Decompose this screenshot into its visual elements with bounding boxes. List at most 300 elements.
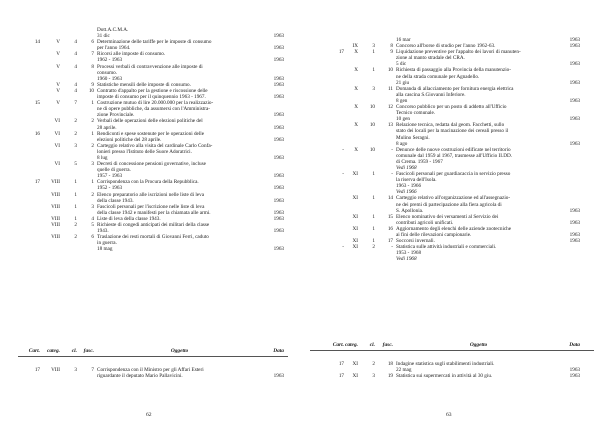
- entry-subject-line: 1952 - 1963: [97, 185, 123, 192]
- catalog-entry: [0, 64, 300, 82]
- entry-subject-line: imposte di consumo per il quinquennio 1963 - 1967.: [97, 94, 206, 101]
- entry-fascicle: 7: [91, 51, 94, 58]
- catalog-entry: [300, 244, 600, 262]
- entry-class: 5: [74, 161, 77, 168]
- entry-fascicle: 6: [91, 234, 94, 241]
- entry-fascicle: 2: [91, 142, 94, 149]
- page-number: 63: [446, 412, 452, 418]
- entry-subject: [393, 244, 561, 262]
- entry-subject-line: 31 dic: [97, 33, 110, 40]
- entry-subject-line: Vedi 1968: [396, 256, 417, 263]
- entry-categ: XI: [352, 238, 358, 245]
- entry-categ: VI: [54, 161, 60, 168]
- entry-fascicle: 1: [91, 130, 94, 137]
- header-categ: categ.: [344, 342, 358, 348]
- entry-fascicle: 3: [91, 161, 94, 168]
- entry-class: 2: [74, 222, 77, 228]
- catalog-entry: [0, 222, 300, 234]
- entry-cart: -: [342, 244, 344, 251]
- catalog-entry: [0, 192, 300, 204]
- entry-categ: VI: [54, 118, 60, 125]
- entry-categ: VIII: [51, 234, 60, 241]
- entry-subject-line: Fascicoli personali per guardiacaccia in servizio presso: [396, 171, 511, 178]
- entry-year: 1963: [273, 373, 284, 380]
- entry-categ: V: [56, 100, 60, 107]
- entry-subject-line: per l'anno 1964.: [97, 45, 131, 52]
- entry-subject-line: Vedi 1966: [396, 189, 417, 196]
- entry-year: 1963: [273, 154, 284, 161]
- entry-class: 2: [372, 244, 375, 251]
- entry-subject: [94, 131, 262, 143]
- catalog-entry: [300, 147, 600, 171]
- header-cl: cl.: [369, 342, 375, 348]
- entry-subject-line: Decreti di concessione pensioni governative, incluse: [97, 161, 206, 168]
- entry-subject-line: zione al manto stradale del CRA.: [396, 55, 465, 62]
- entry-subject-line: Concorso all'borse di studio per l'anno 1962-63.: [396, 43, 496, 50]
- entry-year: 1963: [569, 79, 580, 86]
- entry-year: 1963: [273, 75, 284, 82]
- entry-year: 1963: [273, 112, 284, 119]
- entry-subject-line: alla cascina S.Giovanni Inferiore.: [396, 91, 466, 98]
- entry-year: 1963: [569, 97, 580, 104]
- header-categ: categ.: [46, 348, 60, 354]
- entry-subject-line: 1960 - 1963: [97, 75, 123, 82]
- entry-subject-line: comunale dal 1959 al 1967, trasmesse all'Ufficio II.DD.: [396, 152, 513, 159]
- entry-subject-line: Ricorsi alle imposte di consumo.: [97, 51, 166, 58]
- entry-cart: -: [342, 171, 344, 178]
- entry-class: 3: [74, 142, 77, 149]
- entry-subject: [94, 179, 262, 191]
- header-cart: Cart.: [28, 348, 40, 354]
- right-catalog-list: [300, 37, 600, 262]
- entry-year: 1963: [569, 238, 580, 245]
- column-header-row: [0, 348, 300, 354]
- left-after-header-list: [0, 367, 300, 379]
- entry-subject-line: Fascicoli personali per l'iscrizione nelle liste di leva: [97, 203, 205, 210]
- entry-subject-line: ai fini delle rilevazioni campionarie.: [396, 232, 472, 239]
- entry-class: 1: [372, 225, 375, 232]
- catalog-entry: [0, 51, 300, 63]
- header-fasc: fasc.: [382, 342, 393, 348]
- entry-subject: [393, 147, 561, 171]
- entry-subject-line: Liste di leva della classe 1943.: [97, 215, 161, 222]
- entry-categ: X: [354, 85, 358, 92]
- entry-subject-line: quelle di guerra.: [97, 167, 131, 174]
- entry-year: [561, 171, 580, 189]
- entry-subject-line: Domanda di allacciamento per fornitura energia elettrica: [396, 85, 514, 92]
- entry-subject-line: zione Provinciale.: [97, 112, 135, 119]
- entry-subject-line: Aggiornamento degli elenchi delle aziende zootecniche: [396, 225, 512, 232]
- entry-subject-line: stato dei locali per la macinazione dei cereali presso il: [396, 128, 509, 135]
- entry-year: 1963: [273, 124, 284, 131]
- entry-categ: V: [56, 63, 60, 70]
- entry-subject-line: Dott.A.C.M.A.: [97, 27, 129, 33]
- catalog-entry: [0, 204, 300, 216]
- entry-categ: X: [354, 146, 358, 153]
- entry-categ: XI: [352, 373, 358, 380]
- entry-subject-line: 1962 - 1963: [97, 57, 123, 64]
- entry-categ: X: [354, 104, 358, 111]
- entry-year: 1963: [569, 207, 580, 214]
- entry-fascicle: 2: [91, 118, 94, 125]
- entry-categ: V: [56, 87, 60, 94]
- entry-subject: [393, 226, 561, 238]
- entry-fascicle: -: [391, 171, 393, 178]
- entry-year: 1963: [569, 219, 580, 226]
- entry-subject: [94, 118, 262, 130]
- entry-fascicle: 2: [91, 191, 94, 198]
- catalog-entry: [300, 171, 600, 195]
- entry-fascicle: 9: [390, 49, 393, 56]
- entry-subject-line: Carteggio relativo alla visita del cardinale Carlo Confa-: [97, 142, 213, 149]
- entry-categ: VIII: [51, 222, 60, 228]
- catalog-entry: [300, 49, 600, 67]
- entry-class: 2: [74, 130, 77, 137]
- entry-class: 2: [372, 361, 375, 367]
- entry-subject: [94, 204, 262, 216]
- entry-class: 3: [372, 373, 375, 380]
- entry-subject-line: della classe 1943.: [97, 197, 134, 204]
- right-page: [300, 0, 600, 424]
- entry-subject: [94, 100, 262, 118]
- entry-subject-line: riguardante il deputato Mario Pallavicini.: [97, 373, 183, 380]
- entry-subject-line: Elenco preparatorio alle iscrizioni nelle liste di leva: [97, 191, 205, 198]
- entry-class: 4: [74, 81, 77, 88]
- entry-fascicle: 10: [387, 67, 393, 74]
- entry-subject-line: 5 dic: [396, 61, 407, 68]
- entry-year: 1963: [273, 197, 284, 204]
- entry-subject: [94, 367, 262, 379]
- entry-categ: VI: [54, 142, 60, 149]
- entry-subject-line: consumo.: [97, 69, 118, 76]
- entry-year: 1963: [273, 81, 284, 88]
- entry-year: [561, 147, 580, 165]
- entry-categ: X: [354, 49, 358, 56]
- entry-year: 1963: [273, 57, 284, 64]
- entry-subject-line: Denunce delle nuove costruzioni edificate nel territorio: [396, 146, 511, 153]
- header-cl: cl.: [71, 348, 77, 354]
- entry-subject-line: Verbali delle operazioni delle elezioni politiche del: [97, 118, 203, 125]
- entry-subject-line: Soccorsi invernali.: [396, 238, 435, 245]
- entry-subject-line: Rendiconti e spese sostenute per le operazioni delle: [97, 130, 205, 137]
- page-number: 62: [146, 412, 152, 418]
- entry-fascicle: 8: [390, 43, 393, 50]
- entry-subject: [393, 49, 561, 67]
- entry-categ: XI: [352, 195, 358, 202]
- entry-subject-line: Contratto d'appalto per la gestione e riscossione delle: [97, 87, 208, 94]
- right-after-header-list: [300, 361, 600, 379]
- entry-year: 1963: [569, 232, 580, 239]
- entry-year: 1963: [569, 43, 580, 50]
- entry-fascicle: 1: [91, 100, 94, 107]
- catalog-entry: [300, 122, 600, 146]
- right-column-header: [300, 342, 600, 351]
- entry-subject-line: ne di opere pubbliche, da assumersi con l'Amministra-: [97, 106, 211, 113]
- entry-year: 1963: [273, 246, 284, 253]
- entry-subject-line: Processi verbali di contravvenzione alle imposte di: [97, 63, 203, 70]
- entry-class: 3: [74, 367, 77, 373]
- entry-subject-line: ne dei premi di partecipazione alla fiera agricola di: [396, 201, 502, 208]
- entry-fascicle: 8: [91, 63, 94, 70]
- entry-class: 10: [369, 104, 375, 111]
- catalog-entry: [0, 143, 300, 161]
- header-rule: [18, 356, 288, 357]
- entry-subject-line: elezioni politiche del 28 aprile.: [97, 136, 162, 143]
- entry-year: 1963: [569, 367, 580, 374]
- entry-class: 1: [372, 171, 375, 178]
- entry-fascicle: 19: [387, 373, 393, 380]
- entry-year: 1963: [273, 45, 284, 52]
- entry-class: 2: [74, 118, 77, 125]
- entry-cart: 17: [34, 179, 40, 186]
- entry-categ: VIII: [51, 203, 60, 210]
- entry-cart: 17: [338, 373, 344, 380]
- entry-subject: [94, 51, 262, 63]
- entry-subject-line: 8 gen: [396, 97, 408, 104]
- catalog-entry: [300, 361, 600, 373]
- entry-subject: [94, 143, 262, 161]
- entry-subject-line: 16 mar: [396, 37, 411, 43]
- entry-subject: [94, 64, 262, 82]
- entry-cart: -: [342, 146, 344, 153]
- entry-cart: 17: [338, 361, 344, 367]
- entry-subject: [94, 192, 262, 204]
- entry-categ: VIII: [51, 191, 60, 198]
- entry-categ: V: [56, 39, 60, 46]
- header-fasc: fasc.: [83, 348, 94, 354]
- entry-subject-line: Traslazione dei resti mortali di Giovanni Ferri, caduto: [97, 234, 209, 241]
- entry-class: 1: [74, 179, 77, 186]
- entry-categ: XI: [352, 244, 358, 251]
- entry-cart: 16: [34, 130, 40, 137]
- entry-categ: XI: [352, 225, 358, 232]
- entry-subject-line: Carteggio relativo all'organizzazione ed all'assegnazio-: [396, 195, 511, 202]
- catalog-entry: [0, 118, 300, 130]
- entry-subject-line: Liquidazione preventive per l'appalto dei lavori di manuten-: [396, 49, 521, 56]
- entry-class: 4: [74, 51, 77, 58]
- entry-subject-line: Corrispondenza con la Procura della Repubblica.: [97, 179, 199, 186]
- entry-class: 1: [74, 215, 77, 222]
- left-column-header: [0, 348, 300, 357]
- entry-subject-line: Mulino Seragni.: [396, 134, 430, 141]
- entry-subject-line: Statistica sulle attività industriali e commerciali.: [396, 244, 497, 251]
- entry-class: 4: [74, 63, 77, 70]
- entry-class: 1: [372, 67, 375, 74]
- entry-year: 1963: [273, 136, 284, 143]
- entry-subject-line: Indagine statistica sugli stabilimenti industriali.: [396, 361, 495, 367]
- entry-year: 1963: [273, 33, 284, 40]
- entry-fascicle: 5: [91, 222, 94, 228]
- entry-year: 1963: [273, 94, 284, 101]
- catalog-entry: [0, 179, 300, 191]
- entry-subject-line: contributi agricoli unificati.: [396, 219, 454, 226]
- entry-class: 7: [74, 100, 77, 107]
- entry-cart: 17: [34, 367, 40, 373]
- entry-year: 1963: [273, 209, 284, 216]
- entry-subject: [94, 222, 262, 234]
- header-subject: Oggetto: [170, 348, 189, 354]
- header-rule: [310, 350, 594, 351]
- entry-subject-line: 1953 - 1968: [396, 250, 422, 257]
- entry-fascicle: 14: [387, 195, 393, 202]
- entry-subject-line: 10 gen: [396, 116, 410, 123]
- catalog-entry: [0, 161, 300, 179]
- entry-class: 4: [74, 87, 77, 94]
- catalog-entry: [300, 214, 600, 226]
- entry-class: 1: [372, 195, 375, 202]
- catalog-entry: [0, 88, 300, 100]
- entry-categ: XI: [352, 171, 358, 178]
- entry-subject: [94, 39, 262, 51]
- entry-subject-line: 8 lug: [97, 154, 108, 161]
- entry-categ: X: [354, 67, 358, 74]
- entry-categ: X: [354, 122, 358, 129]
- entry-categ: VI: [54, 130, 60, 137]
- entry-subject-line: Relazione tecnica, redatta dal geom. Facchetti, sullo: [396, 122, 505, 129]
- left-catalog-list: [0, 27, 300, 252]
- catalog-entry: [300, 373, 600, 379]
- header-subject: Oggetto: [469, 342, 488, 348]
- entry-subject: [94, 161, 262, 179]
- entry-cart: 15: [34, 100, 40, 107]
- entry-subject-line: Tecnico comunale.: [396, 110, 436, 117]
- entry-categ: VIII: [51, 179, 60, 186]
- entry-fascicle: 18: [387, 361, 393, 367]
- entry-subject: [393, 214, 561, 226]
- entry-year: 1963: [569, 116, 580, 123]
- entry-year: 1963: [273, 215, 284, 222]
- entry-subject: [393, 361, 561, 373]
- entry-class: 3: [372, 85, 375, 92]
- entry-subject-line: Corrispondenza con il Ministro per gli Affari Esteri: [97, 367, 204, 373]
- entry-subject-line: la riserva dell'Isola.: [396, 177, 437, 184]
- entry-year: 1963: [273, 228, 284, 235]
- entry-subject-line: Determinazione delle tariffe per le imposte di consumo: [97, 39, 212, 46]
- entry-class: 2: [74, 234, 77, 241]
- catalog-entry: [0, 100, 300, 118]
- entry-cart: 17: [338, 49, 344, 56]
- entry-subject-line: Statistiche mensili delle imposte di consumo.: [97, 81, 191, 88]
- header-date: Data: [273, 348, 284, 354]
- entry-fascicle: -: [391, 244, 393, 251]
- entry-subject: [393, 195, 561, 213]
- entry-subject: [393, 86, 561, 104]
- entry-subject-line: 22 mag: [396, 367, 412, 374]
- entry-fascicle: 10: [88, 87, 94, 94]
- entry-fascicle: 11: [388, 85, 393, 92]
- catalog-entry: [0, 367, 300, 379]
- entry-fascicle: 12: [387, 104, 393, 111]
- entry-subject: [393, 171, 561, 195]
- entry-class: 1: [372, 49, 375, 56]
- catalog-entry: [0, 234, 300, 252]
- entry-class: 1: [74, 191, 77, 198]
- entry-categ: XI: [352, 361, 358, 367]
- entry-subject-line: 1957 - 1963: [97, 173, 123, 180]
- entry-year: 1963: [569, 37, 580, 43]
- entry-fascicle: 15: [387, 213, 393, 220]
- header-cart: Cart.: [332, 342, 344, 348]
- entry-year: 1963: [273, 185, 284, 192]
- entry-categ: VIII: [51, 215, 60, 222]
- catalog-entry: [0, 131, 300, 143]
- column-header-row: [300, 342, 600, 348]
- entry-fascicle: -: [391, 146, 393, 153]
- entry-subject-line: della classe 1942 e manifesti per la chiamata alle armi.: [97, 209, 211, 216]
- entry-fascicle: 3: [91, 203, 94, 210]
- entry-class: 10: [369, 122, 375, 129]
- entry-class: 10: [369, 146, 375, 153]
- entry-fascicle: 16: [387, 225, 393, 232]
- entry-subject: [393, 122, 561, 146]
- entry-subject-line: 28 aprile.: [97, 124, 117, 131]
- entry-class: 4: [74, 39, 77, 46]
- entry-subject-line: 1943.: [97, 228, 109, 235]
- catalog-entry: [300, 226, 600, 238]
- entry-class: 3: [372, 43, 375, 50]
- entry-subject-line: Richiesta di passaggio alla Provincia della manutenzio-: [396, 67, 511, 74]
- entry-cart: 14: [34, 39, 40, 46]
- entry-subject: [393, 67, 561, 85]
- catalog-entry: [0, 39, 300, 51]
- entry-categ: VIII: [51, 367, 60, 373]
- entry-fascicle: 4: [91, 215, 94, 222]
- entry-fascicle: 6: [91, 39, 94, 46]
- header-date: Data: [569, 342, 580, 348]
- entry-subject-line: 18 mag: [97, 246, 113, 253]
- entry-subject-line: 21 giu: [396, 79, 410, 86]
- entry-subject-line: in guerra.: [97, 240, 117, 247]
- entry-subject: [393, 373, 561, 379]
- entry-class: 1: [372, 213, 375, 220]
- entry-subject-line: Statistica sui supermercati in attività al 30 giu.: [396, 373, 493, 380]
- entry-class: 1: [372, 238, 375, 245]
- entry-subject-line: Vedi 1968: [396, 164, 417, 171]
- entry-subject-line: 8 ago: [396, 140, 408, 147]
- entry-categ: IX: [352, 43, 358, 50]
- catalog-entry: [300, 67, 600, 85]
- entry-fascicle: 1: [91, 179, 94, 186]
- entry-year: 1963: [569, 61, 580, 68]
- entry-categ: V: [56, 81, 60, 88]
- entry-subject: [94, 234, 262, 252]
- entry-fascicle: 13: [387, 122, 393, 129]
- entry-fascicle: 7: [91, 367, 94, 373]
- entry-subject-line: Richieste di congedi anticipati dei militari della classe: [97, 222, 210, 228]
- entry-subject-line: Elenco nominativo dei versamenti al Servizio dei: [396, 213, 499, 220]
- entry-year: 1963: [569, 373, 580, 380]
- entry-subject-line: 1963 - 1966: [396, 183, 422, 190]
- entry-categ: XI: [352, 213, 358, 220]
- entry-year: 1963: [273, 173, 284, 180]
- entry-categ: V: [56, 51, 60, 58]
- entry-subject-line: Concorso pubblico per un posto di addetto all'Ufficio: [396, 104, 507, 111]
- entry-subject: [393, 104, 561, 122]
- entry-class: 1: [74, 203, 77, 210]
- catalog-entry: [300, 195, 600, 213]
- entry-subject-line: Costruzione mutuo di lire 20.000.000 per la realizzazio-: [97, 100, 214, 107]
- entry-fascicle: 9: [91, 81, 94, 88]
- entry-fascicle: 17: [387, 238, 393, 245]
- entry-subject: [94, 88, 262, 100]
- catalog-entry: [300, 86, 600, 104]
- entry-year: 1963: [569, 140, 580, 147]
- entry-subject-line: lonieri presso l'Istituto delle Suore Adoratrici.: [97, 148, 192, 155]
- entry-subject-line: S. Apollonia.: [396, 207, 424, 214]
- entry-subject-line: di Crema. 1959 - 1967: [396, 158, 443, 165]
- catalog-entry: [300, 104, 600, 122]
- entry-subject-line: ne della strada comunale per Agnadello.: [396, 73, 480, 80]
